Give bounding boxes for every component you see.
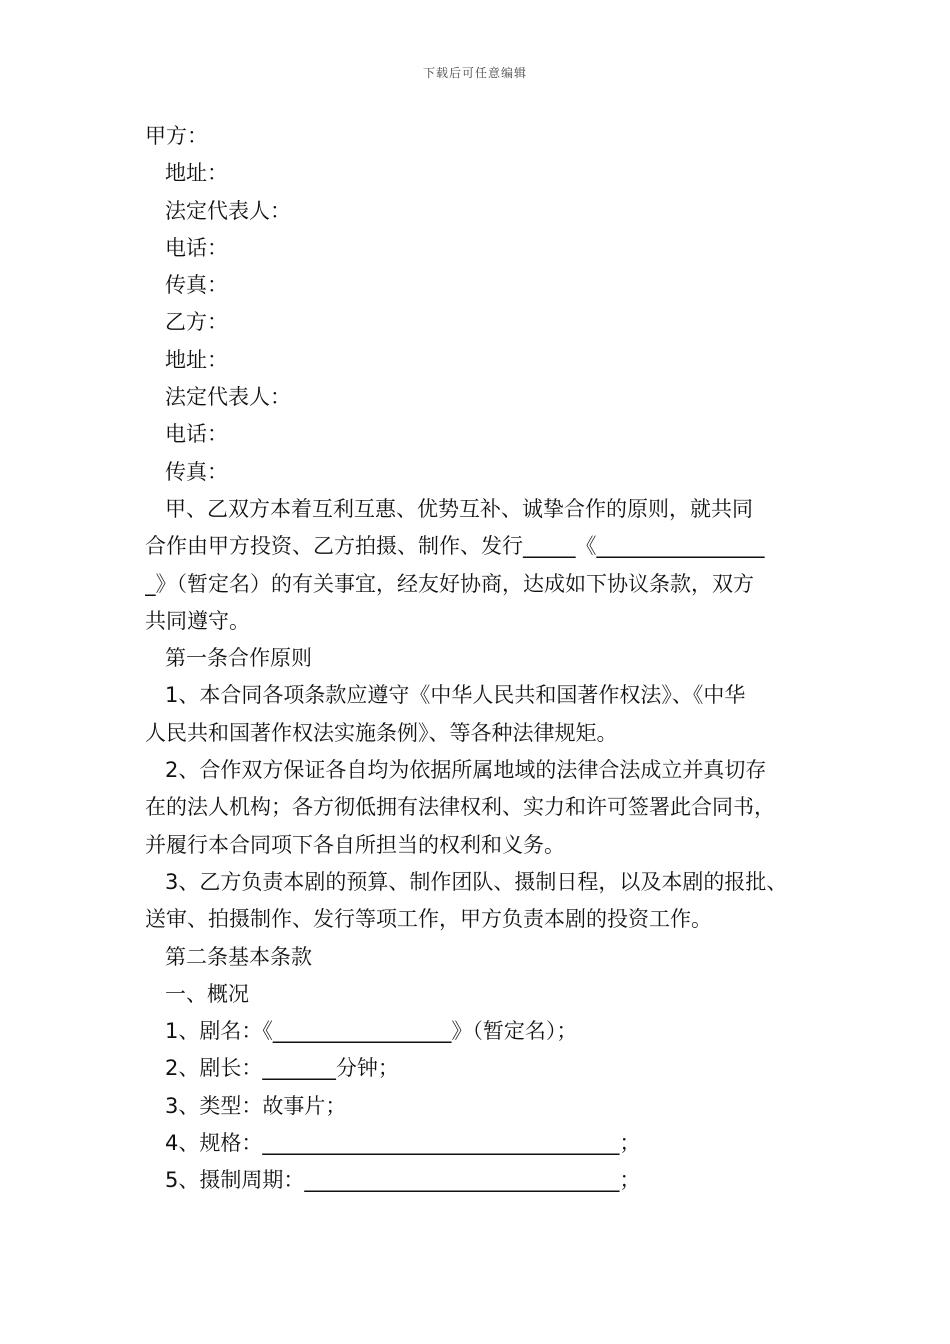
article-1-heading: 第一条合作原则 xyxy=(165,646,312,671)
article-1-clause-3: 3、乙方负责本剧的预算、制作团队、摄制日程，以及本剧的报批、 xyxy=(165,869,788,894)
overview-schedule-item: 5、摄制周期：______________________________； xyxy=(165,1168,641,1193)
article-1-clause-1: 1、本合同各项条款应遵守《中华人民共和国著作权法》、《中华 xyxy=(165,683,746,708)
overview-title-item: 1、剧名：《_________________》（暂定名）； xyxy=(165,1019,578,1044)
party-b-fax: 传真： xyxy=(165,459,228,484)
party-b-representative: 法定代表人： xyxy=(165,385,291,410)
article-2-heading: 第二条基本条款 xyxy=(165,944,312,969)
party-a-representative: 法定代表人： xyxy=(165,198,291,223)
preamble-line: _》（暂定名）的有关事宜，经友好协商，达成如下协议条款，双方 xyxy=(145,571,754,596)
preamble-line: 共同遵守。 xyxy=(145,608,250,633)
article-1-clause-3: 送审、拍摄制作、发行等项工作，甲方负责本剧的投资工作。 xyxy=(145,907,712,932)
party-a-fax: 传真： xyxy=(165,273,228,298)
article-1-clause-2: 在的法人机构；各方彻低拥有法律权利、实力和许可签署此合同书， xyxy=(145,795,775,820)
overview-length-item: 2、剧长：_______分钟； xyxy=(165,1056,399,1081)
article-1-clause-2: 2、合作双方保证各自均为依据所属地域的法律合法成立并真切存 xyxy=(165,758,767,783)
party-b-address: 地址： xyxy=(165,347,228,372)
contract-body xyxy=(145,118,815,1200)
party-b-phone: 电话： xyxy=(165,422,228,447)
party-a-address: 地址： xyxy=(165,161,228,186)
overview-heading: 一、概况 xyxy=(165,981,249,1006)
preamble-line: 甲、乙双方本着互利互惠、优势互补、诚挚合作的原则，就共同 xyxy=(165,496,753,521)
preamble-line: 合作由甲方投资、乙方拍摄、制作、发行_____《________________ xyxy=(145,534,765,559)
article-1-clause-2: 并履行本合同项下各自所担当的权利和义务。 xyxy=(145,832,565,857)
party-a-label: 甲方： xyxy=(145,124,208,148)
article-1-clause-1: 人民共和国著作权法实施条例》、等各种法律规矩。 xyxy=(145,720,618,745)
party-a-phone: 电话： xyxy=(165,235,228,260)
page-header-note: 下载后可任意编辑 xyxy=(422,66,527,80)
overview-type-item: 3、类型：故事片； xyxy=(165,1093,347,1118)
overview-spec-item: 4、规格：__________________________________； xyxy=(165,1131,641,1156)
party-b-label: 乙方： xyxy=(165,310,228,335)
